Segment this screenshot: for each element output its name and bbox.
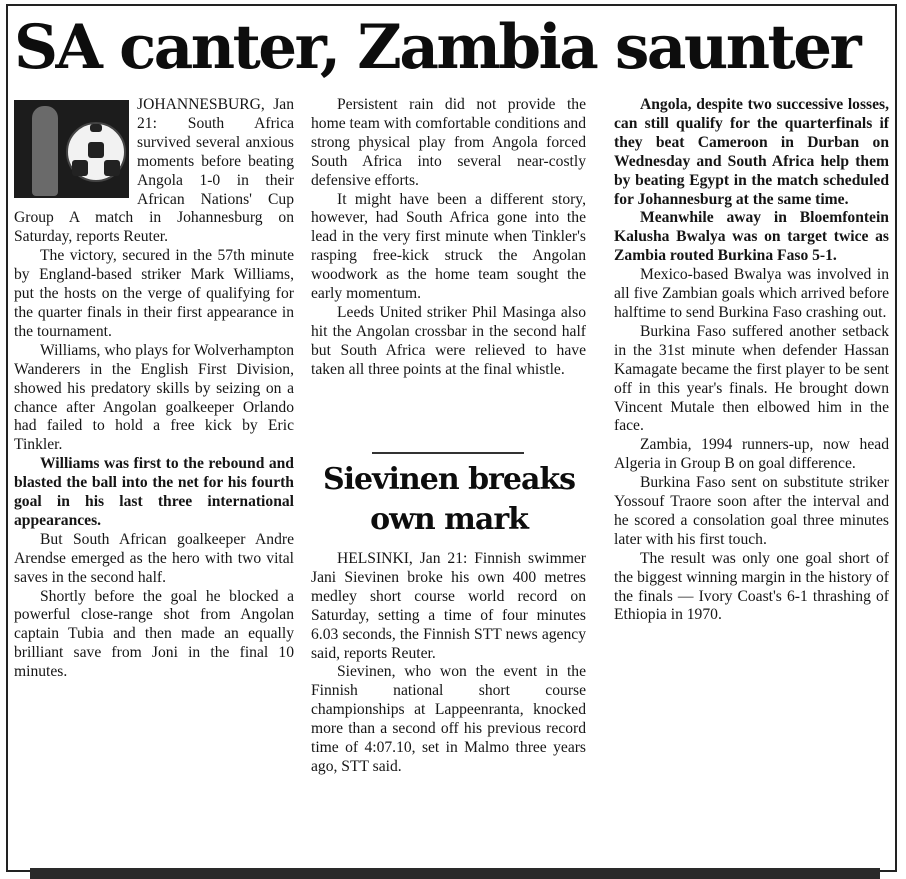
story2-headline: Sievinen breaks own mark: [322, 462, 576, 537]
story1-paragraph-bold: Williams was first to the rebound and blasted the ball into the net for his fourth goal in his last three international appearances.: [14, 455, 294, 529]
story1-paragraph-bold: Angola, despite two successive losses, can still qualify for the quarterfinals if they beat Cameroon in Durban on Wednesday and South Africa help them by beating Egypt in the match scheduled for Johannesburg at the same time.: [614, 96, 889, 208]
football-photo: [14, 100, 129, 198]
story1-paragraph: Mexico-based Bwalya was involved in all five Zambian goals which arrived before halftime to send Burkina Faso crashing out.: [614, 266, 889, 321]
story1-column-1: [14, 96, 294, 682]
story1-paragraph: The victory, secured in the 57th minute by England-based striker Mark Williams, put the hosts on the verge of qualifying for the quarter finals in their first appearance in the tournament.: [14, 247, 294, 340]
section-divider: [372, 452, 524, 454]
story1-column-2: [311, 96, 586, 380]
story1-paragraph: Burkina Faso suffered another setback in the 31st minute when defender Hassan Kamagate became the first player to be sent off in this year's finals. He brought down Vincent Mutale then elbowed him in the face.: [614, 322, 889, 435]
football-icon: [66, 122, 126, 182]
player-leg-image: [32, 106, 58, 196]
story1-paragraph: It might have been a different story, however, had South Africa gone into the lead in the very first minute when Tinkler's rasping free-kick struck the Angolan woodwork as the home team sought the early momentum.: [311, 190, 586, 303]
next-article-edge: [30, 868, 880, 879]
story2-paragraph: HELSINKI, Jan 21: Finnish swimmer Jani Sievinen broke his own 400 metres medley short course world record on Saturday, setting a time of four minutes 6.03 seconds, the Finnish STT news agency said, reports Reuter.: [311, 550, 586, 662]
story1-paragraph: Shortly before the goal he blocked a powerful close-range shot from Angolan captain Tubia and then made an equally brilliant save from Joni in the final 10 minutes.: [14, 587, 294, 681]
story1-paragraph: Williams, who plays for Wolverhampton Wanderers in the English First Division, showed his predatory skills by seizing on a chance after Angolan goalkeeper Orlando had failed to hold a free kick by Eric Tinkler.: [14, 341, 294, 454]
story1-paragraph: Persistent rain did not provide the home team with comfortable conditions and strong physical play from Angola forced South Africa into several near-costly defensive efforts.: [311, 96, 586, 189]
story1-paragraph-bold: Meanwhile away in Bloemfontein Kalusha Bwalya was on target twice as Zambia routed Burkina Faso 5-1.: [614, 209, 889, 265]
story1-column-3: [614, 96, 889, 625]
story1-paragraph: But South African goalkeeper Andre Arendse emerged as the hero with two vital saves in the second half.: [14, 530, 294, 586]
story2-paragraph: Sievinen, who won the event in the Finnish national short course championships at Lappeenranta, knocked more than a second off his previous record time of 4:07.10, set in Malmo three years ago, STT said.: [311, 663, 586, 775]
story1-paragraph: JOHANNESBURG, Jan 21: South Africa survived several anxious moments before beating Angola 1-0 in their African Nations' Cup Group A match in Johannesburg on Saturday, reports Reuter.: [14, 96, 294, 246]
headline: SA canter, Zambia saunter: [14, 12, 860, 83]
story1-paragraph: Zambia, 1994 runners-up, now head Algeria in Group B on goal difference.: [614, 436, 889, 473]
story2-column: [311, 550, 586, 777]
story1-paragraph: The result was only one goal short of the biggest winning margin in the history of the finals — Ivory Coast's 6-1 thrashing of Ethiopia in 1970.: [614, 549, 889, 624]
story1-paragraph: Leeds United striker Phil Masinga also hit the Angolan crossbar in the second half but South Africa were relieved to have taken all three points at the final whistle.: [311, 303, 586, 378]
story1-paragraph: Burkina Faso sent on substitute striker Yossouf Traore soon after the interval and he scored a consolation goal three minutes later with his first touch.: [614, 474, 889, 548]
